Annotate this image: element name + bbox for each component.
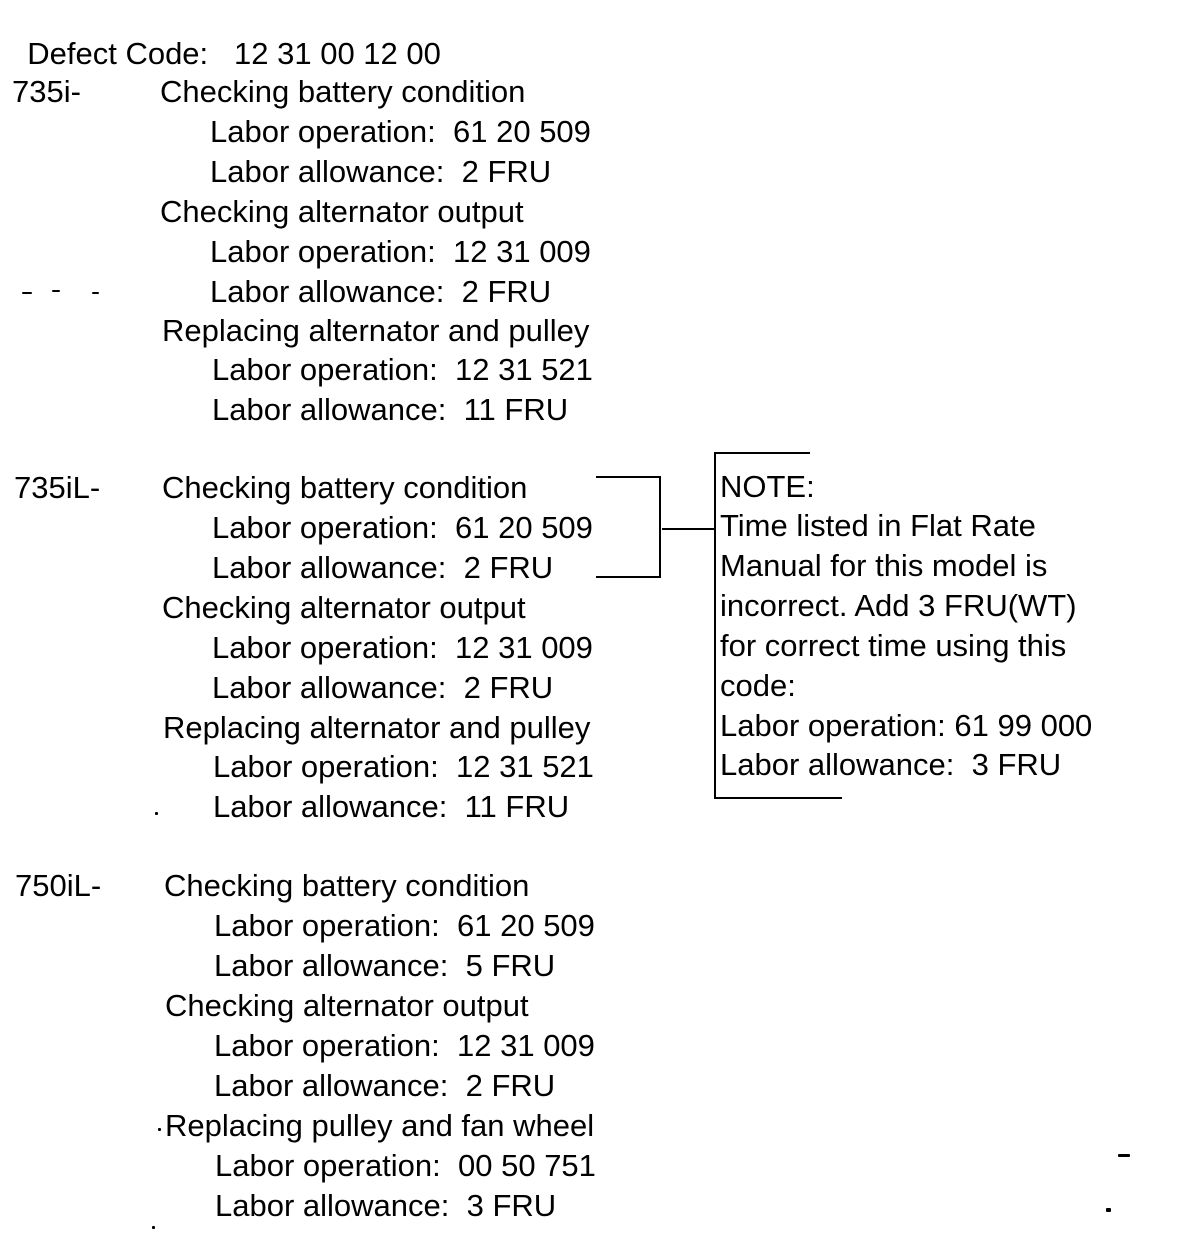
scan-speck — [92, 292, 99, 294]
model-label: 735i- — [12, 74, 81, 109]
labor-allowance: Labor allowance: 2 FRU — [212, 550, 554, 585]
labor-allowance: Labor allowance: 11 FRU — [212, 392, 569, 427]
bracket — [596, 476, 661, 578]
bracket-connector — [662, 528, 716, 530]
labor-operation: Labor operation: 61 20 509 — [214, 908, 595, 943]
model-label: 735iL- — [14, 470, 101, 505]
labor-operation: Labor operation: 12 31 009 — [210, 234, 591, 269]
labor-operation: Labor operation: 12 31 009 — [214, 1028, 595, 1063]
labor-operation: Labor operation: 00 50 751 — [215, 1148, 596, 1183]
labor-operation: Labor operation: 12 31 009 — [212, 630, 593, 665]
scan-speck — [22, 292, 32, 294]
note-frame-top — [714, 452, 810, 454]
model-label: 750iL- — [15, 868, 102, 903]
task-title: Checking battery condition — [162, 470, 528, 505]
task-title: Replacing pulley and fan wheel — [165, 1108, 595, 1143]
scan-speck — [1118, 1154, 1130, 1157]
labor-allowance: Labor allowance: 11 FRU — [213, 789, 570, 824]
note-labor-allowance: Labor allowance: 3 FRU — [720, 747, 1062, 782]
note-line: code: — [720, 668, 796, 703]
labor-operation: Labor operation: 12 31 521 — [213, 749, 594, 784]
labor-allowance: Labor allowance: 3 FRU — [215, 1188, 557, 1223]
scan-speck — [52, 290, 60, 292]
scan-speck — [158, 1128, 161, 1131]
labor-operation: Labor operation: 12 31 521 — [212, 352, 593, 387]
labor-operation: Labor operation: 61 20 509 — [212, 510, 593, 545]
labor-allowance: Labor allowance: 2 FRU — [212, 670, 554, 705]
task-title: Checking alternator output — [165, 988, 529, 1023]
note-line: Time listed in Flat Rate — [720, 508, 1036, 543]
labor-operation: Labor operation: 61 20 509 — [210, 114, 591, 149]
task-title: Replacing alternator and pulley — [163, 710, 591, 745]
scan-speck — [1106, 1208, 1111, 1212]
labor-allowance: Labor allowance: 2 FRU — [210, 274, 552, 309]
note-line: for correct time using this — [720, 628, 1067, 663]
note-frame-bottom — [714, 797, 842, 799]
task-title: Checking alternator output — [160, 194, 524, 229]
task-title: Checking alternator output — [162, 590, 526, 625]
note-frame — [714, 452, 716, 799]
note-labor-operation: Labor operation: 61 99 000 — [720, 708, 1093, 743]
labor-allowance: Labor allowance: 5 FRU — [214, 948, 556, 983]
labor-allowance: Labor allowance: 2 FRU — [214, 1068, 556, 1103]
defect-code-line — [10, 0, 441, 74]
scan-speck — [155, 812, 158, 815]
defect-code-value: 12 31 00 12 00 — [234, 36, 441, 71]
defect-code-label: Defect Code: — [27, 36, 209, 71]
labor-allowance: Labor allowance: 2 FRU — [210, 154, 552, 189]
note-line: incorrect. Add 3 FRU(WT) — [720, 588, 1077, 623]
task-title: Replacing alternator and pulley — [162, 313, 590, 348]
note-line: Manual for this model is — [720, 548, 1048, 583]
note-heading: NOTE: — [720, 469, 815, 504]
scan-speck — [152, 1226, 155, 1229]
task-title: Checking battery condition — [164, 868, 530, 903]
task-title: Checking battery condition — [160, 74, 526, 109]
